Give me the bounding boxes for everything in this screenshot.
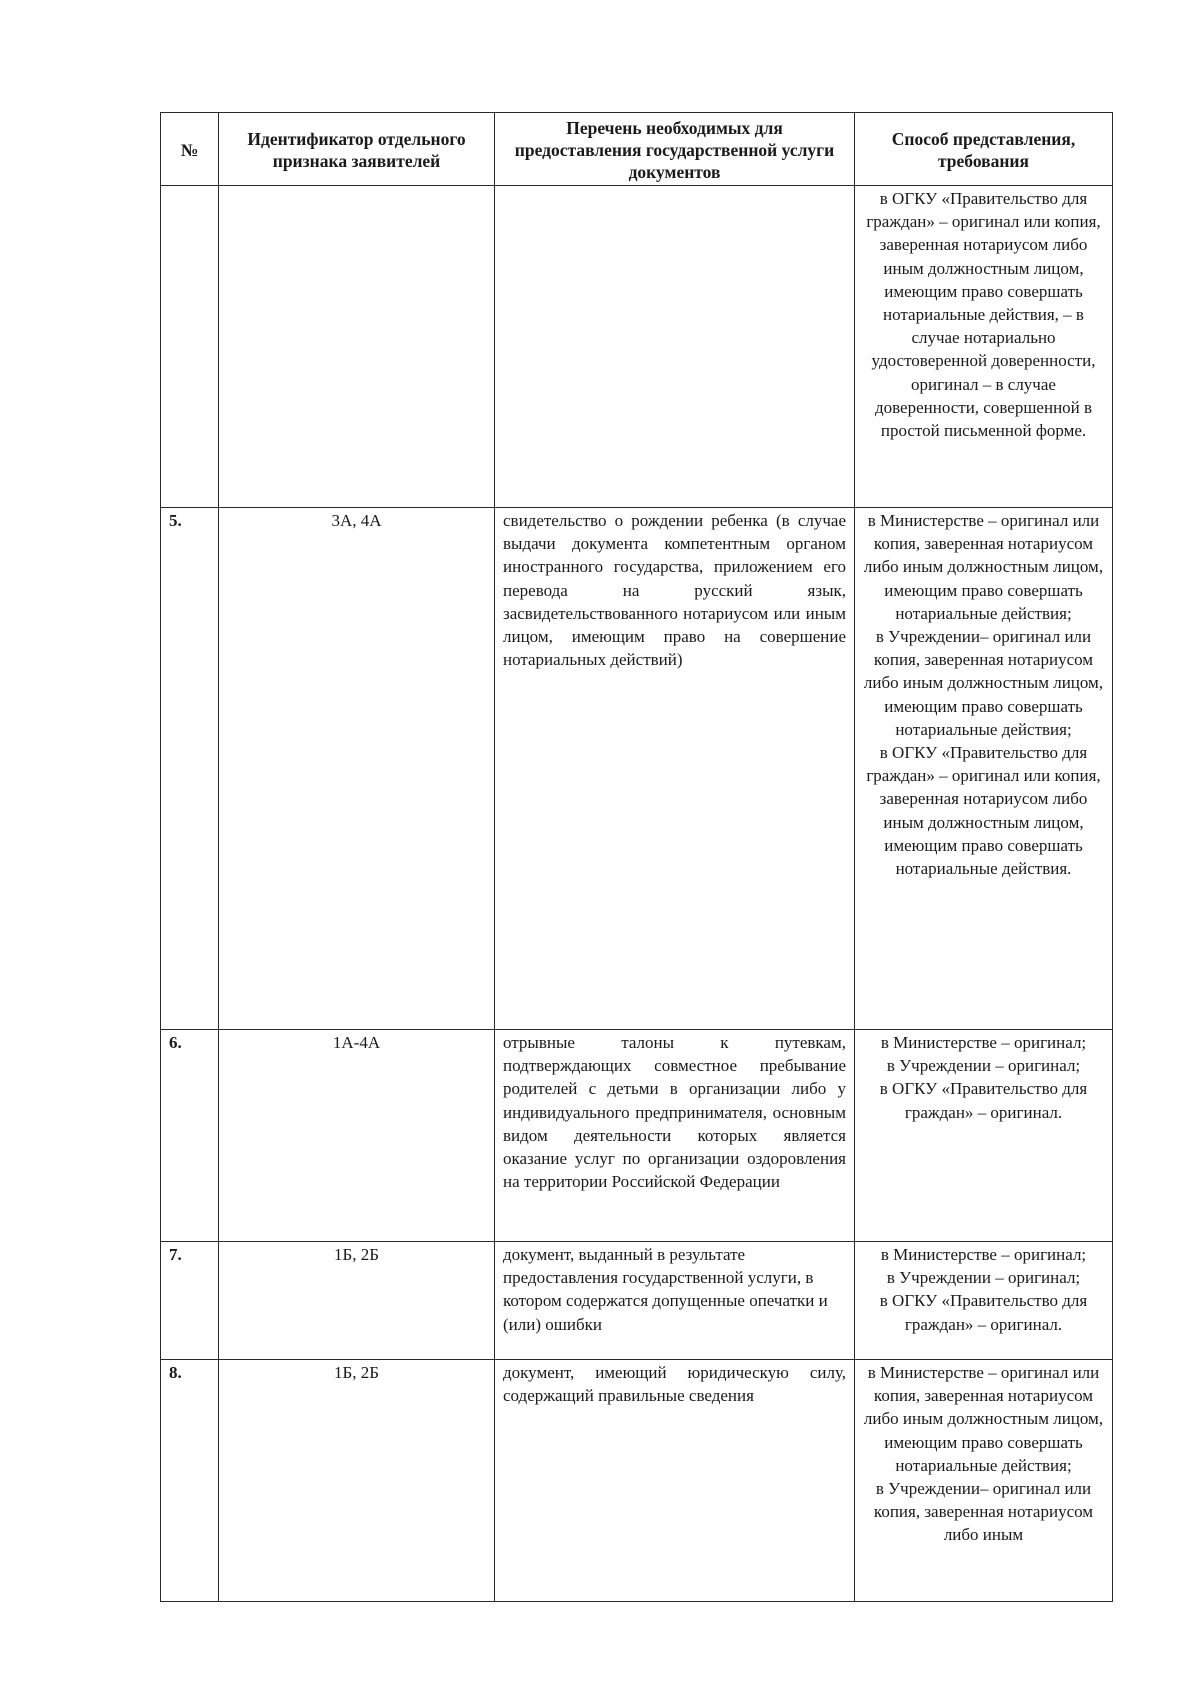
header-method: Способ представления, требования — [855, 113, 1113, 186]
method-line: в Министерстве – оригинал; — [880, 1245, 1087, 1264]
documents-table — [160, 112, 1113, 1602]
row-method — [855, 1360, 1113, 1602]
row-documents: отрывные талоны к путевкам, подтверждающих совместное пребывание родителей с детьми в организации либо у индивидуального предпринимателя, основным видом деятельности которых является оказание услуг по организации оздоровления на территории Российской Федерации — [495, 1030, 855, 1242]
row-number: 8. — [161, 1360, 219, 1602]
row-identifier: 1Б, 2Б — [219, 1242, 495, 1360]
header-documents: Перечень необходимых для предоставления государственной услуги документов — [495, 113, 855, 186]
header-identifier: Идентификатор отдельного признака заявителей — [219, 113, 495, 186]
method-line: в ОГКУ «Правительство для граждан» – оригинал. — [879, 1079, 1088, 1122]
row-method — [855, 1242, 1113, 1360]
row-method — [855, 1030, 1113, 1242]
method-line: в Министерстве – оригинал; — [880, 1033, 1087, 1052]
row-documents: свидетельство о рождении ребенка (в случае выдачи документа компетентным органом иностранного государства, приложением его перевода на русский язык, засвидетельствованного нотариусом или иным лицом, имеющим право на совершение нотариальных действий) — [495, 508, 855, 1030]
row-number: 5. — [161, 508, 219, 1030]
row-identifier: 1А-4А — [219, 1030, 495, 1242]
method-line: в ОГКУ «Правительство для граждан» – оригинал. — [879, 1291, 1088, 1334]
method-line: в Учреждении – оригинал; — [886, 1268, 1081, 1288]
row-method — [855, 508, 1113, 1030]
row-identifier — [219, 186, 495, 508]
method-line: в ОГКУ «Правительство для граждан» – оригинал или копия, заверенная нотариусом либо иным должностным лицом, имеющим право совершать нотариальные действия, – в случае нотариально удостоверенной доверенности, оригинал – в случае доверенности, совершенной в простой письменной форме. — [866, 189, 1101, 441]
method-line: в ОГКУ «Правительство для граждан» – оригинал или копия, заверенная нотариусом либо иным должностным лицом, имеющим право совершать нотариальные действия. — [866, 743, 1101, 879]
table-row — [161, 1030, 1113, 1242]
row-documents: документ, имеющий юридическую силу, содержащий правильные сведения — [495, 1360, 855, 1602]
row-identifier: 3А, 4А — [219, 508, 495, 1030]
row-documents — [495, 186, 855, 508]
row-method — [855, 186, 1113, 508]
method-line: в Учреждении– оригинал или копия, заверенная нотариусом либо иным — [873, 1479, 1094, 1545]
table-header-row — [161, 113, 1113, 186]
header-number: № — [161, 113, 219, 186]
table-row — [161, 1242, 1113, 1360]
row-number: 7. — [161, 1242, 219, 1360]
method-line: в Учреждении – оригинал; — [886, 1056, 1081, 1076]
table-row — [161, 186, 1113, 508]
table-row — [161, 1360, 1113, 1602]
row-number — [161, 186, 219, 508]
method-line: в Министерстве – оригинал или копия, заверенная нотариусом либо иным должностным лицом, имеющим право совершать нотариальные действия; — [863, 511, 1104, 623]
row-identifier: 1Б, 2Б — [219, 1360, 495, 1602]
method-line: в Министерстве – оригинал или копия, заверенная нотариусом либо иным должностным лицом, имеющим право совершать нотариальные действия; — [863, 1363, 1104, 1475]
row-documents: документ, выданный в результате предоставления государственной услуги, в котором содержатся допущенные опечатки и (или) ошибки — [495, 1242, 855, 1360]
method-line: в Учреждении– оригинал или копия, заверенная нотариусом либо иным должностным лицом, имеющим право совершать нотариальные действия; — [863, 627, 1104, 739]
row-number: 6. — [161, 1030, 219, 1242]
table-row — [161, 508, 1113, 1030]
